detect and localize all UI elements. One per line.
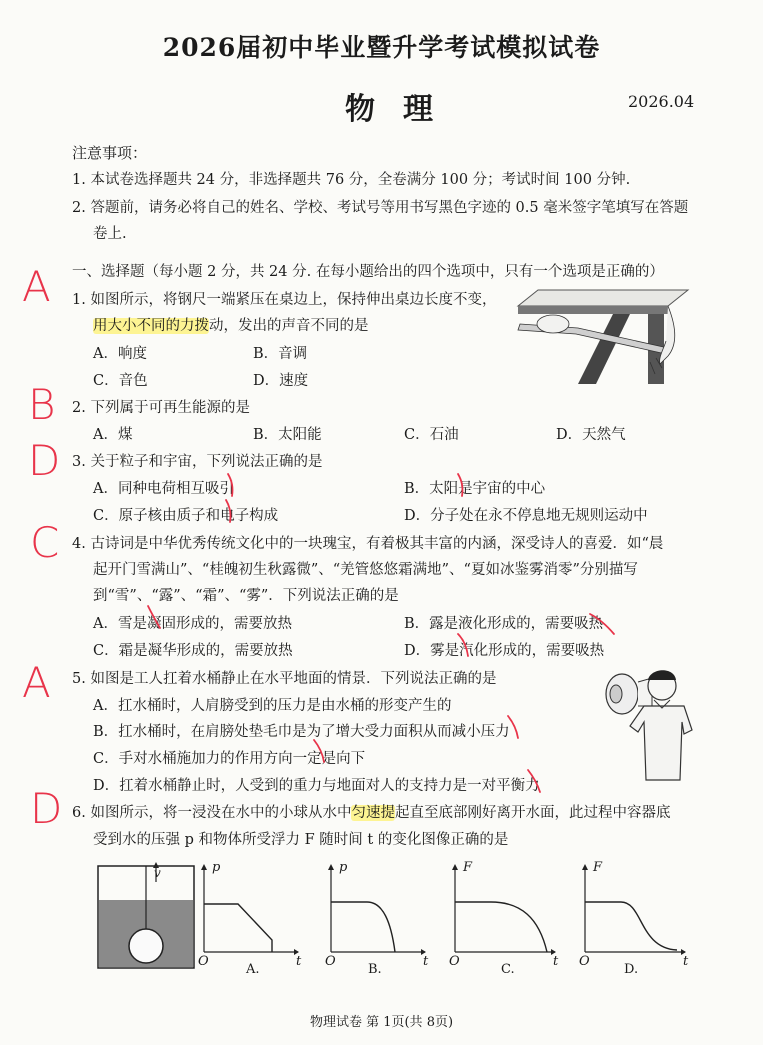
handwritten-answer-q5: A (22, 658, 51, 707)
graph-a-ylabel: p (212, 860, 221, 875)
graph-b-origin: O (325, 954, 336, 969)
q1-stem-rest: 动，发出的声音不同的是 (209, 318, 369, 334)
q2-option-a: A．煤 (93, 427, 133, 443)
q2-option-b: B．太阳能 (253, 427, 322, 443)
velocity-label: v (154, 866, 161, 880)
q3-option-b: B．太阳是宇宙的中心 (404, 481, 546, 497)
graph-a-origin: O (198, 954, 209, 969)
q5-stem: 5. 如图是工人扛着水桶静止在水平地面的情景．下列说法正确的是 (72, 671, 497, 687)
notice-item-2-cont: 卷上. (93, 226, 127, 242)
notice-heading: 注意事项： (72, 144, 148, 162)
q1-option-a: A．响度 (93, 346, 147, 362)
handwritten-answer-q1: A (22, 262, 51, 311)
q6-highlight: 匀速提 (351, 805, 395, 821)
graph-c (451, 862, 557, 962)
exam-date: 2026.04 (628, 92, 695, 111)
handwritten-answer-q2: B (28, 380, 56, 429)
q4-option-b: B．露是液化形成的，需要吸热 (404, 616, 604, 632)
q3-option-a: A．同种电荷相互吸引 (93, 481, 234, 497)
q6-stem-a: 6. 如图所示，将一浸没在水中的小球从水中 (72, 805, 352, 821)
q3-stem: 3. 关于粒子和宇宙，下列说法正确的是 (72, 454, 323, 470)
q4-stem: 4. 古诗词是中华优秀传统文化中的一块瑰宝，有着极其丰富的内涵，深受诗人的喜爱．如“晨 (72, 536, 664, 552)
q2-option-d: D．天然气 (556, 427, 626, 443)
graph-a-xlabel: t (296, 954, 302, 969)
q1-option-c: C．音色 (93, 373, 148, 389)
q6-stem-b: 起直至底部刚好离开水面，此过程中容器底 (394, 805, 671, 821)
page-footer: 物理试卷 第 1页(共 8页) (309, 1015, 454, 1030)
q6-stem (72, 801, 670, 822)
graph-a (200, 862, 300, 962)
container-with-ball-figure (98, 860, 198, 972)
handwritten-answer-q6: D (30, 784, 63, 833)
graph-b (327, 862, 427, 962)
graph-d-origin: O (579, 954, 590, 969)
handwritten-answer-q3: D (28, 436, 61, 485)
graph-b-label: B. (368, 962, 382, 977)
graph-d-label: D. (624, 962, 639, 977)
q4-stem-cont-1: 起开门雪满山”、“桂魄初生秋露微”、“羌管悠悠霜满地”、“夏如冰鉴雾消零”分别描写 (93, 562, 638, 578)
q5-option-d: D．扛着水桶静止时，人受到的重力与地面对人的支持力是一对平衡力 (93, 778, 540, 794)
graph-a-label: A. (246, 962, 260, 977)
q2-option-c: C．石油 (404, 427, 459, 443)
q5-option-b: B．扛水桶时，在肩膀处垫毛巾是为了增大受力面积从而减小压力 (93, 724, 510, 740)
graph-b-ylabel: p (339, 860, 348, 875)
q1-option-b: B．音调 (253, 346, 308, 362)
q2-stem: 2. 下列属于可再生能源的是 (72, 400, 250, 416)
exam-title: 2026届初中毕业暨升学考试模拟试卷 (162, 33, 601, 62)
q5-option-c: C．手对水桶施加力的作用方向一定是向下 (93, 751, 366, 767)
notice-item-1: 1. 本试卷选择题共 24 分，非选择题共 76 分，全卷满分 100 分；考试时间 100 分钟. (72, 172, 631, 188)
graph-c-ylabel: F (463, 860, 473, 875)
graph-d (581, 862, 687, 962)
q1-option-d: D．速度 (253, 373, 309, 389)
q3-option-d: D．分子处在永不停息地无规则运动中 (404, 508, 648, 524)
q4-option-d: D．雾是汽化形成的，需要吸热 (404, 643, 605, 659)
graph-d-ylabel: F (593, 860, 603, 875)
notice-item-2: 2. 答题前，请务必将自己的姓名、学校、考试号等用书写黑色字迹的 0.5 毫米签字笔填写在答题 (72, 200, 689, 216)
q1-highlight: 用大小不同的力拨 (93, 318, 209, 334)
q4-stem-cont-2: 到“雪”、“露”、“霜”、“雾”．下列说法正确的是 (93, 588, 399, 604)
subject-title: 物理 (345, 92, 461, 127)
graph-d-xlabel: t (683, 954, 689, 969)
graph-b-xlabel: t (423, 954, 429, 969)
q3-option-c: C．原子核由质子和电子构成 (93, 508, 279, 524)
graph-c-origin: O (449, 954, 460, 969)
handwritten-answer-q4: C (30, 518, 60, 567)
q1-stem: 1. 如图所示，将钢尺一端紧压在桌边上，保持伸出桌边长度不变， (72, 292, 497, 308)
section-heading: 一、选择题（每小题 2 分，共 24 分. 在每小题给出的四个选项中，只有一个选项是正确的） (72, 264, 664, 280)
graph-c-label: C. (501, 962, 515, 977)
q4-option-c: C．霜是凝华形成的，需要放热 (93, 643, 293, 659)
q4-option-a: A．雪是凝固形成的，需要放热 (93, 616, 292, 632)
q5-option-a: A．扛水桶时，人肩膀受到的压力是由水桶的形变产生的 (93, 698, 452, 714)
q6-stem-cont: 受到水的压强 p 和物体所受浮力 F 随时间 t 的变化图像正确的是 (93, 832, 509, 848)
graph-c-xlabel: t (553, 954, 559, 969)
